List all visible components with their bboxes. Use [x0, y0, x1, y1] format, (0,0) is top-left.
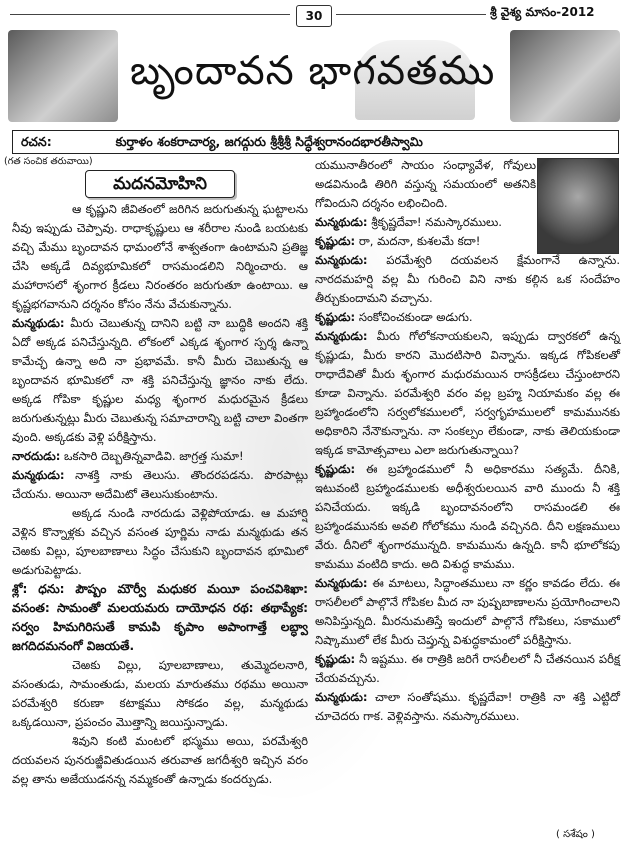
- byline-label: రచన:: [21, 134, 52, 149]
- issue-label: శ్రీ వైశ్య మాసం-2012: [490, 5, 595, 19]
- paragraph: యమునాతీరంలో సాయం సంధ్యావేళ, గోవులు అడవినుండి తిరిగి వస్తున్న సమయంలో అతనికి గోవిందుని దర్శనం లభించింది.: [315, 158, 536, 210]
- dialogue-line: మన్మథుడు: శ్రీకృష్ణదేవా! నమస్కారములు.: [315, 215, 502, 229]
- continued-note: (గత సంచిక తరువాయి): [4, 156, 93, 167]
- dialogue-line: మన్మథుడు: మీరు గోలోకనాయకులని, ఇప్పుడు ద్వారకలో ఉన్న కృష్ణుడు, మీరు కారని మొదటిసారి విన్నాను. ఇక్కడ గోపికలతో రాధాదేవితో మీరు శృంగార మధురమయిన రాసక్రీడలు చేస్తుంటారని కూడా విన్నాను. పరమేశ్వరి వరం వల్ల బ్రహ్మ నియామకం వల్ల ఈ బ్రహ్మాండంలోని సర్వలోకములలో, సర్వగృహములలో కామమునకు అధికారిని నేనౌకున్నాను. నా సంకల్పం లేకుండా, నాకు తెలియకుండా ఇక్కడ కామోత్సవాలు ఎలా జరుగుతున్నాయి?: [315, 329, 621, 457]
- dialogue-line: మన్మథుడు: మీరు చెబుతున్న దానిని బట్టి నా బుద్ధికి అందని శక్తి ఏదో అక్కడ పనిచేస్తున్నది. లోకంలో ఎక్కడ శృంగార స్పర్శ ఉన్నా కామేచ్ఛ ఉన్నా అది నా ప్రభావమే. కానీ మీరు చెబుతున్న ఆ బృందావన భూమికలో నా శక్తి పనిచేస్తున్న జ్ఞానం నాకు లేదు. అక్కడ గోపికా కృష్ణుల మధ్య శృంగార మధురమైన క్రీడలు జరుగుతున్నట్లు మీరు చెబుతున్న సమాచారాన్ని బట్టి చాలా వింతగా వుంది. అక్కడకు వెళ్లి పరీక్షిస్తాను.: [12, 316, 308, 444]
- byline-author: కుర్తాళం శంకరాచార్య, జగద్గురు శ్రీశ్రీశ్రీ సిద్ధేశ్వరానందభారతీస్వామి: [115, 134, 423, 149]
- to-be-continued: ( సశేషం ): [556, 829, 595, 840]
- child-krishna-illustration: [510, 30, 620, 122]
- left-column: [12, 200, 308, 789]
- paragraph: ఆ కృష్ణుని జీవితంలో జరిగిన జరుగుతున్న ఘట్టాలను నీవు ఇప్పుడు చెప్పావు. రాధాకృష్ణులు ఆ శరీరాల నుండి బయటకు వచ్చి మేము బృందావన ధామంలోనే శాశ్వతంగా ఉంటామని ప్రతిజ్ఞ చేసి అక్కడే దివ్యభూమికలో రాసమండలిని నిర్మించారు. ఆ మహారాసలో శృంగార క్రీడలు నిరంతరం జరుగుతూ ఉంటాయి. ఆ కృష్ణభగవానుని దర్శనం కోసం నేను వేచుకున్నాను.: [12, 202, 308, 311]
- paragraph: చెఱకు విల్లు, పూలబాణాలు, తుమ్మెదలనారి, వసంతుడు, సామంతుడు, మలయ మారుతము రథము అయినా పరమేశ్వరి కరుణా కటాక్షము సోకడం వల్ల, మన్మథుడు ఒక్కడయినా, ప్రపంచం మొత్తాన్ని జయిస్తున్నాడు.: [12, 658, 308, 729]
- dialogue-line: మన్మథుడు: చాలా సంతోషము. కృష్ణదేవా! రాత్రికి నా శక్తి ఎట్టిదో చూచెదరు గాక. వెళ్లివస్తాను. నమస్కారములు.: [315, 690, 620, 723]
- dialogue-line: కృష్ణుడు: నీ ఇష్టము. ఈ రాత్రికి జరిగే రాసలీలలో నీ చేతనయిన పరీక్ష చేయవచ్చును.: [315, 652, 621, 685]
- paragraph: శివుని కంటి మంటలో భస్మము అయి, పరమేశ్వరి దయవలన పునరుజ్జీవితుడయిన తరువాత జగదీశ్వరి ఇచ్చిన వరం వల్ల తాను అజేయుడనన్న నమ్మకంతో ఉన్నాడు కందర్పుడు.: [12, 734, 308, 786]
- sloka: శ్లో: ధను: పౌష్పం మౌర్వీ మధుకర మయీ పంచవిశిఖా: వసంత: సామంతో మలయమరు దాయోధన రథ: తథాప్యేక: సర్వం హిమగిరిసుతే కామపి కృపాం అపాంగాత్తే లబ్ధ్వా జగదిదమనంగో విజయతే.: [12, 582, 308, 653]
- dialogue-line: కృష్ణుడు: రా, మదనా, కుశలమే కదా!: [315, 234, 481, 248]
- dialogue-line: కృష్ణుడు: సంకోచించకుండా అడుగు.: [315, 310, 473, 324]
- section-title: మదనమోహిని: [85, 170, 235, 198]
- byline-box: [12, 130, 619, 154]
- right-column: [315, 156, 620, 726]
- dialogue-line: మన్మథుడు: ఈ మాటలు, సిద్ధాంతములు నా కర్ణం కావడం లేదు. ఈ రాసలీలలో పాల్గొనే గోపికల మీద నా పుష్పబాణాలను ప్రయోగించాలని అనిపిస్తున్నది. మీరనుమతిస్తే ఇందులో పాల్గొనే గోపికలు, సకాములో నిష్కాములో లేక మీరు చెప్తున్న విశుద్ధకామంలో పరీక్షిస్తాను.: [315, 576, 620, 647]
- paragraph: అక్కడ నుండి నారదుడు వెళ్లిపోయాడు. ఆ మహార్షి వెళ్లిన కొన్నాళ్లకు వచ్చిన వసంత పూర్ణిమ నాడు మన్మథుడు తన చెఱకు విల్లు, పూలబాణాలు సిద్ధం చేసుకుని బృందావన భూమిలో అడుగుపెట్టాడు.: [12, 506, 308, 577]
- radha-krishna-illustration: [8, 30, 118, 122]
- dialogue-line: మన్మథుడు: నాశక్తి నాకు తెలుసు. తొందరపడను. పొరపాట్లు చేయను. అయినా అదేమిటో తెలుసుకుంటాను.: [12, 468, 308, 501]
- dialogue-line: మన్మథుడు: పరమేశ్వరి దయవలన క్షేమంగానే ఉన్నాను. నారదమహర్షి వల్ల మీ గురించి విని నాకు కల్గిన ఒక సందేహం తీర్చుకుందామని వచ్చాను.: [315, 253, 620, 305]
- dialogue-line: నారదుడు: ఒకసారి దెబ్బతిన్నవాడివి. జాగ్రత్త సుమా!: [12, 449, 244, 463]
- magazine-series-title: బృందావన భాగవతము: [130, 48, 496, 94]
- header-rule-right: [336, 14, 486, 15]
- dialogue-line: కృష్ణుడు: ఈ బ్రహ్మాండములో నీ అధికారము సత్యమే. దీనికి, ఇటువంటి బ్రహ్మాండములకు అధీశ్వరులయిన వారి ముందు నీ శక్తి పనిచేయదు. ఇక్కడి బృందావనంలోని రాసమండలి ఈ బ్రహ్మాండమునకు అవలి గోలోకము నుండి వచ్చినది. దీని లక్షణములు వేరు. దీనిలో శృంగారమున్నది. కామమును ఉన్నది. కానీ భూలోకపు కామము వంటిది కాదు. అది విశుద్ధ కామము.: [315, 462, 621, 571]
- header-rule-left: [10, 14, 290, 15]
- page-number: 30: [296, 5, 332, 27]
